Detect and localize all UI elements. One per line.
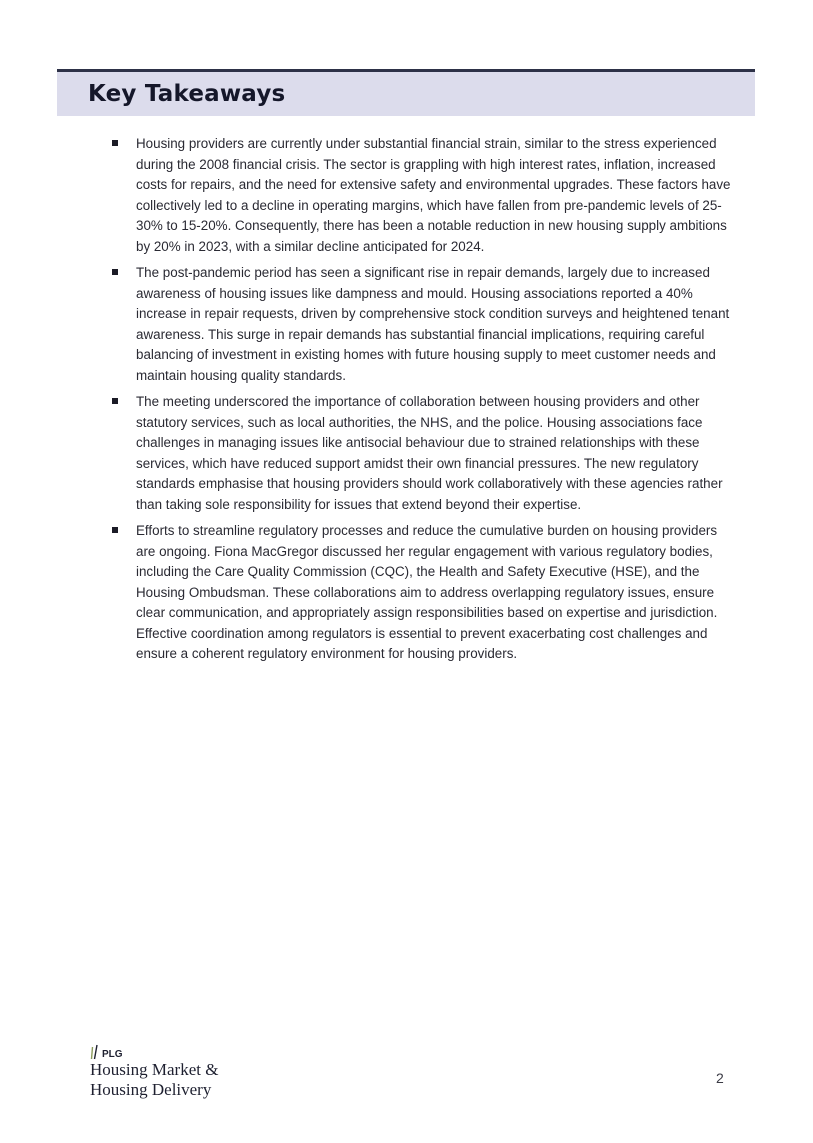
- logo-abbr: PLG: [102, 1049, 123, 1060]
- plg-logo: [90, 1044, 218, 1100]
- takeaway-text: Housing providers are currently under substantial financial strain, similar to the stress experienced during the 2008 financial crisis. The sector is grappling with high interest rates, inflation, increased costs for repairs, and the need for extensive safety and environmental upgrades. These factors have collectively led to a decline in operating margins, which have fallen from pre-pandemic levels of 25-30% to 15-20%. Consequently, there has been a notable reduction in new housing supply ambitions by 20% in 2023, with a similar decline anticipated for 2024.: [136, 136, 731, 254]
- takeaway-text: The meeting underscored the importance of collaboration between housing providers and other statutory services, such as local authorities, the NHS, and the police. Housing associations face challenges in managing issues like antisocial behaviour due to strained relationships with these services, which have reduced support amidst their own financial pressures. The new regulatory standards emphasise that housing providers should work collaboratively with these agencies rather than taking sole responsibility for issues that extend beyond their expertise.: [136, 394, 723, 512]
- list-item: [110, 263, 735, 386]
- square-bullet-icon: [112, 269, 118, 275]
- logo-line-2: Housing Delivery: [90, 1080, 212, 1099]
- section-heading-band: [57, 69, 755, 116]
- list-item: [110, 134, 735, 257]
- takeaways-list: [110, 134, 735, 671]
- list-item: [110, 521, 735, 665]
- section-title: Key Takeaways: [88, 81, 286, 107]
- logo-mark: [90, 1044, 218, 1060]
- takeaway-text: Efforts to streamline regulatory processes and reduce the cumulative burden on housing providers are ongoing. Fiona MacGregor discussed her regular engagement with various regulatory bodies, including the Care Quality Commission (CQC), the Health and Safety Executive (HSE), and the Housing Ombudsman. These collaborations aim to address overlapping regulatory issues, ensure clear communication, and appropriately assign responsibilities based on expertise and jurisdiction. Effective coordination among regulators is essential to prevent exacerbating cost challenges and ensure a coherent regulatory environment for housing providers.: [136, 523, 718, 661]
- square-bullet-icon: [112, 140, 118, 146]
- square-bullet-icon: [112, 527, 118, 533]
- page-number: 2: [716, 1070, 724, 1086]
- grass-blades-icon: [90, 1044, 99, 1060]
- square-bullet-icon: [112, 398, 118, 404]
- takeaway-text: The post-pandemic period has seen a significant rise in repair demands, largely due to increased awareness of housing issues like dampness and mould. Housing associations reported a 40% increase in repair requests, driven by comprehensive stock condition surveys and heightened tenant awareness. This surge in repair demands has substantial financial implications, requiring careful balancing of investment in existing homes with future housing supply to meet customer needs and maintain housing quality standards.: [136, 265, 730, 383]
- list-item: [110, 392, 735, 515]
- logo-line-1: Housing Market &: [90, 1060, 219, 1079]
